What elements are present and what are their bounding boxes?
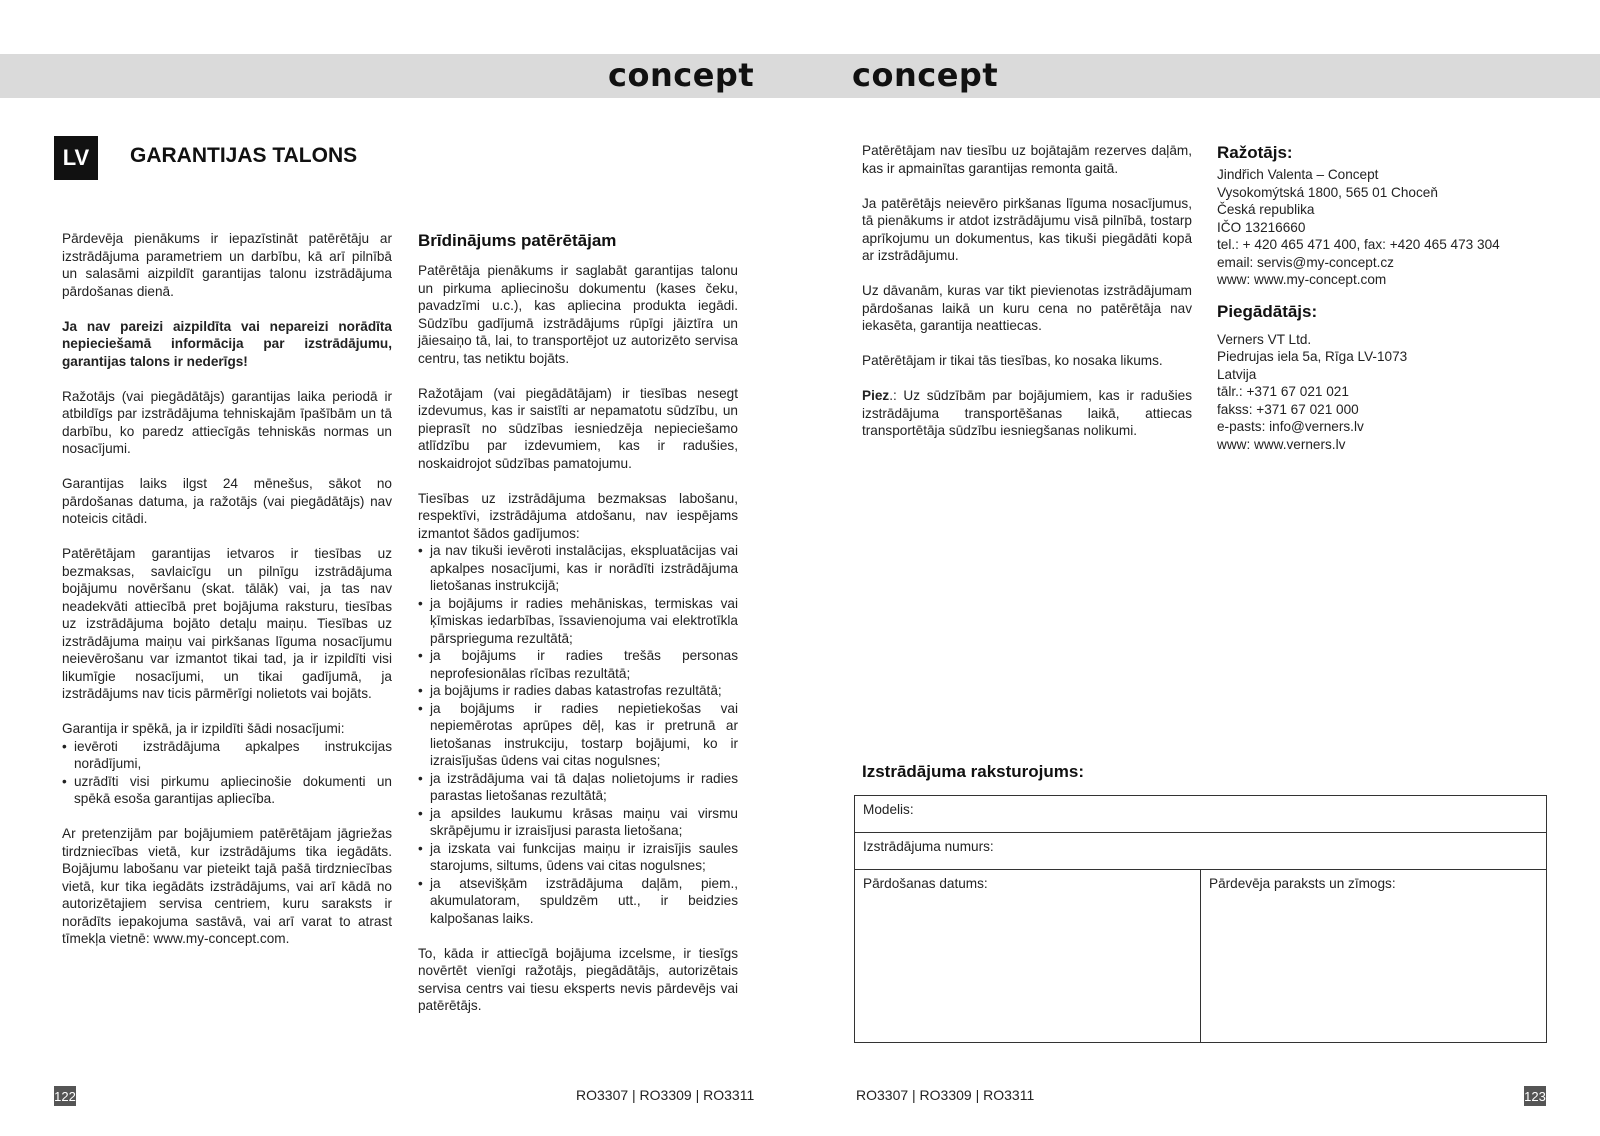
- product-table-title: Izstrādājuma raksturojums:: [862, 762, 1085, 781]
- paragraph: Garantijas laiks ilgst 24 mēnešus, sākot no pārdošanas datuma, ja ražotājs (vai piegādātājs) nav noteicis citādi.: [62, 476, 392, 526]
- footer-models-left: RO3307 | RO3309 | RO3311: [576, 1087, 755, 1103]
- page-number-left: 122: [54, 1086, 76, 1106]
- contact-column: [1217, 142, 1557, 453]
- paragraph: Patērētājam nav tiesību uz bojātajām rezerves daļām, kas ir apmainītas garantijas remonta gaitā.: [862, 143, 1192, 176]
- manufacturer-line: Česká republika: [1217, 202, 1315, 217]
- list-item: • ja izskata vai funkcijas maiņu ir izraisījis saules starojums, siltums, ūdens vai citas nogulsnes;: [430, 840, 738, 875]
- supplier-line: Piedrujas iela 5a, Rīga LV-1073: [1217, 349, 1408, 364]
- supplier-email: e-pasts: info@verners.lv: [1217, 419, 1364, 434]
- list-item: • ja bojājums ir radies dabas katastrofas rezultātā;: [430, 682, 738, 700]
- header-banner: [0, 54, 1600, 98]
- supplier-line: tālr.: +371 67 021 021: [1217, 384, 1349, 399]
- brand-logo-left: concept: [608, 56, 755, 94]
- left-column-2: [418, 230, 738, 1032]
- paragraph: Patērētāja pienākums ir saglabāt garantijas talonu un pirkuma apliecinošu dokumentu (kases čeku, pavadzīmi u.c.), kas apliecina produkta iegādi. Sūdzību gadījumā izstrādājums rūpīgi jāiztīra un jāiesaiņo tā, lai, to transportējot uz autorizēto servisa centru, tas netiktu bojāts.: [418, 263, 738, 366]
- note-paragraph: [862, 387, 1192, 440]
- language-badge: LV: [54, 136, 98, 180]
- supplier-heading: Piegādātājs:: [1217, 301, 1318, 321]
- table-row-serial-number: [855, 833, 1546, 870]
- manufacturer-website: www: www.my-concept.com: [1217, 272, 1387, 287]
- product-info-table: [854, 795, 1547, 1043]
- warning-paragraph: Ja nav pareizi aizpildīta vai nepareizi norādīta nepieciešamā informācija par izstrādājumu, garantijas talons ir nederīgs!: [62, 318, 392, 369]
- manufacturer-line: Vysokomýtská 1800, 565 01 Choceň: [1217, 184, 1438, 200]
- paragraph: Pārdevēja pienākums ir iepazīstināt patērētāju ar izstrādājuma parametriem un darbību, kā arī pilnībā un salasāmi aizpildīt garantijas talonu izstrādājuma pārdošanas dienā.: [62, 231, 392, 299]
- exclusions-list: [418, 542, 738, 927]
- table-row-sale-details: [855, 870, 1546, 1042]
- manufacturer-line: IČO 13216660: [1217, 219, 1306, 235]
- manufacturer-line: tel.: + 420 465 471 400, fax: +420 465 473 304: [1217, 237, 1500, 252]
- supplier-website: www: www.verners.lv: [1217, 436, 1346, 452]
- paragraph: Ja patērētājs neievēro pirkšanas līguma nosacījumus, tā pienākums ir atdot izstrādājumu visā pilnībā, tostarp aprīkojumu un dokumentus, kas tikuši piegādāti kopā ar izstrādājumu.: [862, 195, 1192, 263]
- right-column-1: [862, 142, 1192, 457]
- list-item: • ja nav tikuši ievēroti instalācijas, ekspluatācijas vai apkalpes nosacījumi, kas ir norādīti izstrādājuma lietošanas instrukcijā;: [430, 542, 738, 595]
- paragraph: To, kāda ir attiecīgā bojājuma izcelsme, ir tiesīgs novērtēt vienīgi ražotājs, piegādātājs, autorizētais servisa centrs vai tiesu eksperts nevis pārdevējs vai patērētājs.: [418, 945, 738, 1013]
- page-title: GARANTIJAS TALONS: [130, 144, 358, 167]
- list-item: • uzrādīti visi pirkumu apliecinošie dokumenti un spēkā esoša garantijas apliecība.: [74, 773, 392, 808]
- paragraph: Ar pretenzijām par bojājumiem patērētājam jāgriežas tirdzniecības vietā, kur izstrādājums tika iegādāts. Bojājumu labošanu var pieteikt tajā pašā tirdzniecības vietā, kur tika iegādāts izstrādājums, vai arī kādā no autorizētajiem servisa centriem, kuru saraksts ir norādīts iepakojuma sastāvā, vai arī varat to atrast tīmekļa vietnē: www.my-concept.com.: [62, 826, 392, 946]
- paragraph: Garantija ir spēkā, ja ir izpildīti šādi nosacījumi:: [62, 721, 345, 736]
- paragraph: Ražotājam (vai piegādātājam) ir tiesības nesegt izdevumus, kas ir saistīti ar nepamatotu sūdzību, un pieprasīt no sūdzības iesniedzēja nepieciešamo atlīdzību par izdevumiem, kas ir radušies, noskaidrojot sūdzības pamatojumu.: [418, 385, 738, 471]
- brand-logo-right: concept: [852, 56, 999, 94]
- conditions-list: [62, 738, 392, 808]
- paragraph: Patērētājam garantijas ietvaros ir tiesības uz bezmaksas, savlaicīgu un pilnīgu izstrādājuma bojājumu novēršanu (skat. tālāk) vai, ja tas nav neadekvāti attiecībā pret bojājuma raksturu, tiesības uz izstrādājuma bojāto detaļu maiņu. Tiesības uz izstrādājuma maiņu vai pirkšanas līguma nosacījumu neievērošanu var izmantot tikai tad, ja ir izpildīti visi likumīgie nosacījumi, un tikai gadījumā, ja izstrādājums nav ticis pārmērīgi nolietots vai bojāts.: [62, 546, 392, 701]
- list-item: • ja bojājums ir radies trešās personas neprofesionālas rīcības rezultātā;: [430, 647, 738, 682]
- table-row-model: [855, 796, 1546, 833]
- list-item: • ja apsildes laukumu krāsas maiņu vai virsmu skrāpējumu ir izraisījusi parasta lietošana;: [430, 805, 738, 840]
- sale-date-field-label: Pārdošanas datums:: [855, 870, 1201, 1042]
- note-text: .: Uz sūdzībām par bojājumiem, kas ir radušies izstrādājuma transportēšanas laikā, attiecas transportētāja sūdzību iesniegšanas nolikumi.: [862, 388, 1192, 438]
- list-item: • ja bojājums ir radies mehāniskas, termiskas vai ķīmiskas iedarbības, īssavienojuma vai elektrotīkla pārsprieguma rezultātā;: [430, 595, 738, 648]
- manufacturer-block: [1217, 166, 1557, 289]
- paragraph: Patērētājam ir tikai tās tiesības, ko nosaka likums.: [862, 353, 1163, 368]
- supplier-line: Verners VT Ltd.: [1217, 331, 1312, 347]
- section-heading: Brīdinājums patērētājam: [418, 231, 617, 250]
- serial-number-field-label: Izstrādājuma numurs:: [863, 839, 994, 854]
- list-item: • ievēroti izstrādājuma apkalpes instrukcijas norādījumi,: [74, 738, 392, 773]
- manufacturer-line: Jindřich Valenta – Concept: [1217, 167, 1379, 182]
- model-field-label: Modelis:: [863, 802, 914, 817]
- seller-signature-field-label: Pārdevēja paraksts un zīmogs:: [1209, 876, 1396, 891]
- list-item: • ja bojājums ir radies nepietiekošas vai nepiemērotas aprūpes dēļ, kas ir pretrunā ar lietošanas instrukciju, tostarp bojājumi, ko ir izraisījušas ūdens vai citas nogulsnes;: [430, 700, 738, 770]
- manufacturer-email: email: servis@my-concept.cz: [1217, 254, 1394, 270]
- manufacturer-heading: Ražotājs:: [1217, 143, 1293, 162]
- paragraph: Ražotājs (vai piegādātājs) garantijas laika periodā ir atbildīgs par izstrādājuma tehniskajām īpašībām un tā darbību, ko paredz attiecīgās tehniskās normas un nosacījumi.: [62, 388, 392, 456]
- supplier-line: fakss: +371 67 021 000: [1217, 401, 1359, 417]
- supplier-line: Latvija: [1217, 366, 1257, 382]
- supplier-block: [1217, 331, 1557, 454]
- footer-models-right: RO3307 | RO3309 | RO3311: [856, 1087, 1035, 1103]
- list-item: • ja atsevišķām izstrādājuma daļām, piem., akumulatoram, spuldzēm utt., ir beidzies kalpošanas laiks.: [430, 875, 738, 928]
- left-column-1: [62, 230, 392, 965]
- note-label: Piez: [862, 388, 890, 403]
- page-number-right: 123: [1524, 1086, 1546, 1106]
- list-item: • ja izstrādājuma vai tā daļas nolietojums ir radies parastas lietošanas rezultātā;: [430, 770, 738, 805]
- paragraph: Uz dāvanām, kuras var tikt pievienotas izstrādājumam pārdošanas laikā un kuru cena no patērētāja nav iekasēta, garantija neattiecas.: [862, 283, 1192, 333]
- paragraph: Tiesības uz izstrādājuma bezmaksas labošanu, respektīvi, izstrādājuma atdošanu, nav iespējams izmantot šādos gadījumos:: [418, 490, 738, 541]
